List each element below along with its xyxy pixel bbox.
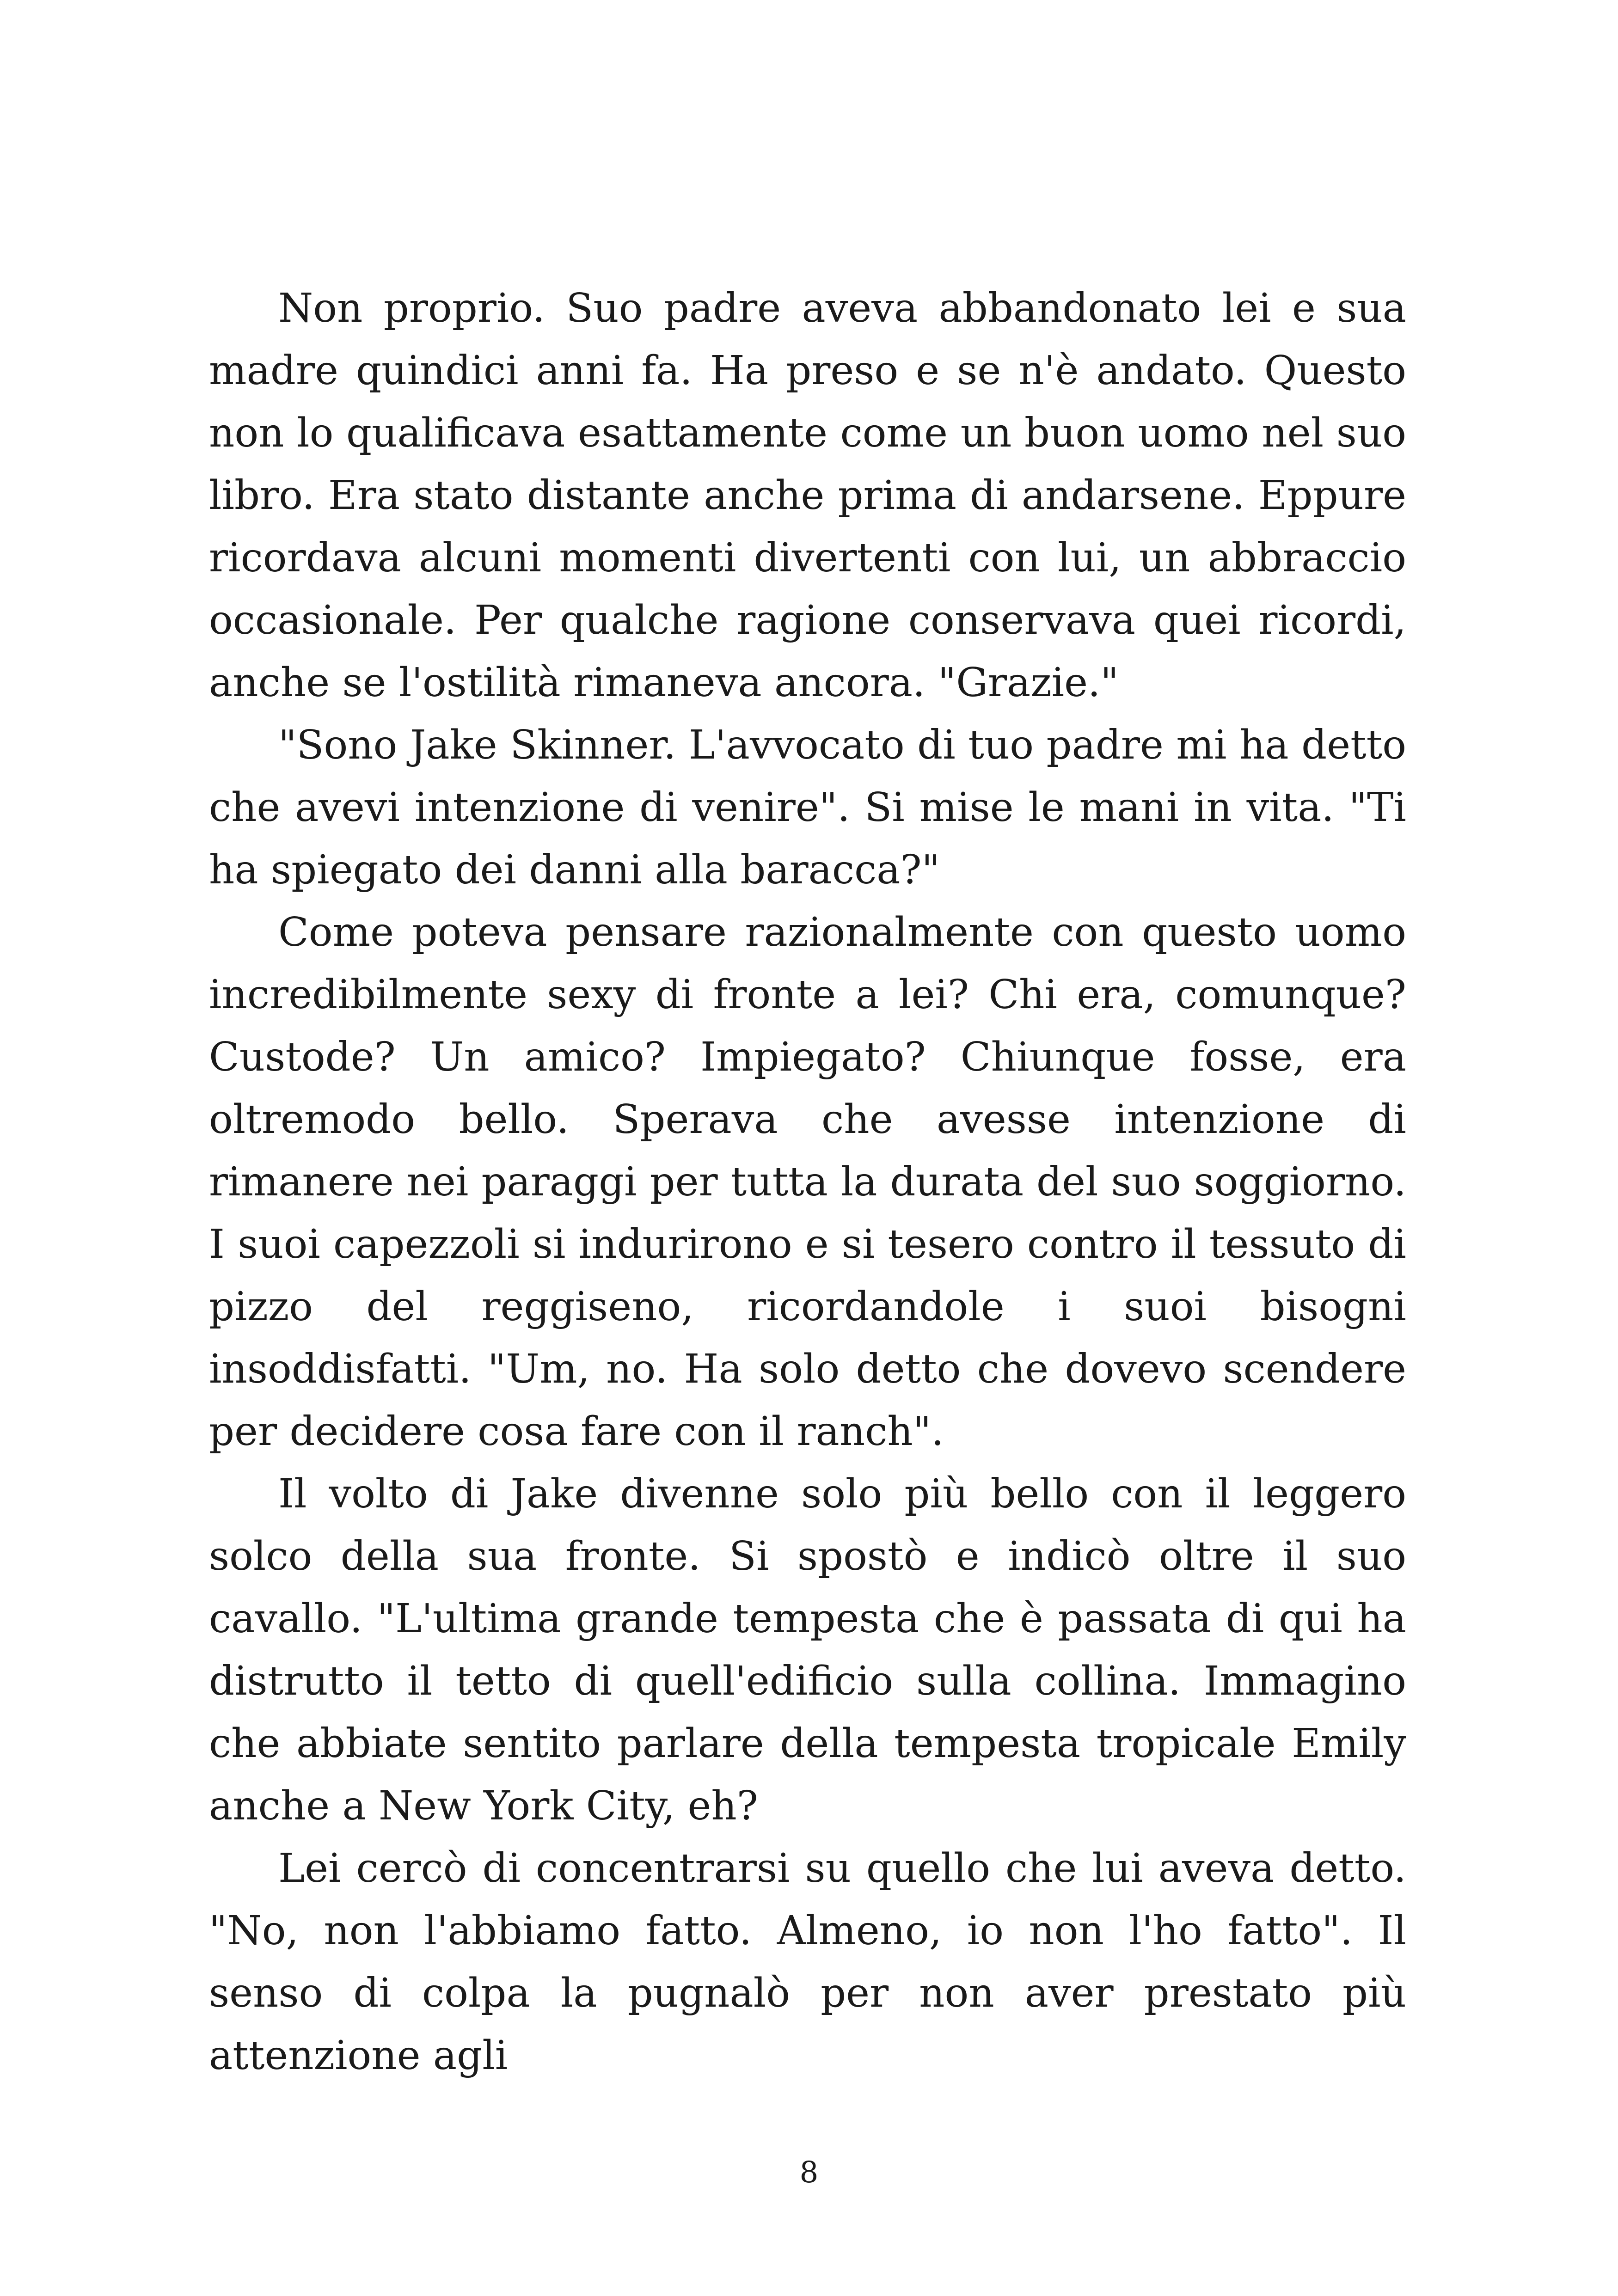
paragraph-1: Non proprio. Suo padre aveva abbandonato lei e sua madre quindici anni fa. Ha preso e se n'è andato. Questo non lo qualificava esattamente come un buon uomo nel suo libro. Era stato distante anche prima di andarsene. Eppure ricordava alcuni momenti divertenti con lui, un abbraccio occasionale. Per qualche ragione conservava quei ricordi, anche se l'ostilità rimaneva ancora. "Grazie." xyxy=(209,285,1406,706)
paragraph-5: Lei cercò di concentrarsi su quello che lui aveva detto. "No, non l'abbiamo fatto. Almeno, io non l'ho fatto". Il senso di colpa la pugnalò per non aver prestato più attenzione agli xyxy=(209,1845,1406,2079)
paragraph-2: "Sono Jake Skinner. L'avvocato di tuo padre mi ha detto che avevi intenzione di venire". Si mise le mani in vita. "Ti ha spiegato dei danni alla baracca?" xyxy=(209,722,1406,893)
paragraph-3: Come poteva pensare razionalmente con questo uomo incredibilmente sexy di fronte a lei? Chi era, comunque? Custode? Un amico? Impiegato? Chiunque fosse, era oltremodo bello. Sperava che avesse intenzione di rimanere nei paraggi per tutta la durata del suo soggiorno. I suoi capezzoli si indurirono e si tesero contro il tessuto di pizzo del reggiseno, ricordandole i suoi bisogni insoddisfatti. "Um, no. Ha solo detto che dovevo scendere per decidere cosa fare con il ranch". xyxy=(209,909,1406,1455)
paragraph-4: Il volto di Jake divenne solo più bello con il leggero solco della sua fronte. Si spostò e indicò oltre il suo cavallo. "L'ultima grande tempesta che è passata di qui ha distrutto il tetto di quell'edificio sulla collina. Immagino che abbiate sentito parlare della tempesta tropicale Emily anche a New York City, eh? xyxy=(209,1471,1406,1829)
body-text xyxy=(209,277,1406,2087)
page-number: 8 xyxy=(799,2155,819,2190)
